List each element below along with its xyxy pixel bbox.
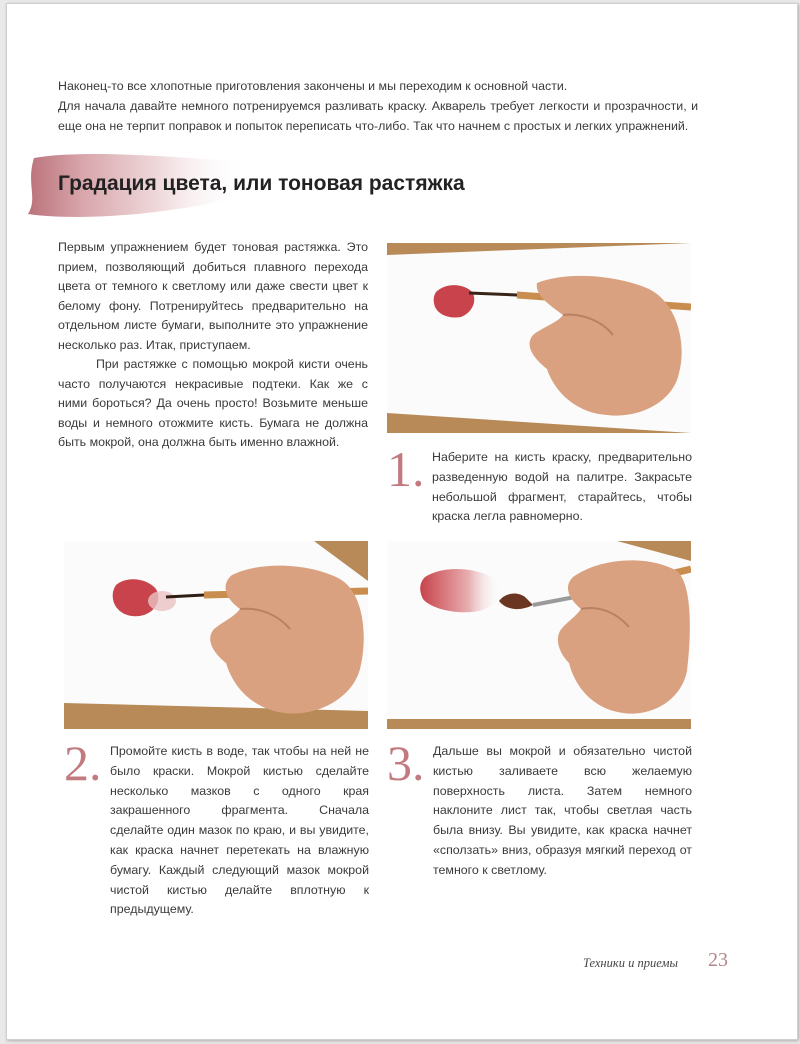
section-heading [20, 148, 580, 226]
step-3-number: 3. [387, 735, 425, 791]
intro-line-1: Наконец-то все хлопотные приготовления закончены и мы переходим к основной части. [58, 79, 568, 93]
body-text [58, 238, 368, 453]
step-2-text: Промойте кисть в воде, так чтобы на ней не было краски. Мокрой кистью сделайте несколько мазков с одного края закрашенного фрагмента. Сначала сделайте один мазок по краю, и вы увидите, как краска начнет перетекать на влажную бумагу. Каждый следующий мазок мокрой чистой кистью делайте вплотную к предыдущему. [110, 744, 369, 917]
photo-step-2 [64, 541, 368, 729]
page-number: 23 [708, 949, 728, 971]
step-3-text: Дальше вы мокрой и обязательно чистой кистью заливаете всю желаемую поверхность листа. Затем немного наклоните лист так, чтобы светлая часть была внизу. Вы увидите, как краска начнет «сползать» вниз, образуя мягкий переход от темного к светлому. [433, 744, 692, 877]
step-2 [64, 735, 369, 920]
body-paragraph-2: При растяжке с помощью мокрой кисти очень часто получаются некрасивые подтеки. Как же с ними бороться? Да очень просто! Возьмите меньше воды и немного отожмите кисть. Бумага не должна быть мокрой, она должна быть именно влажной. [58, 357, 368, 449]
intro-line-2: Для начала давайте немного потренируемся разливать краску. Акварель требует легкости и прозрачности, и еще она не терпит поправок и попыток переписать что-либо. Так что начнем с простых и легких упражнений. [58, 99, 698, 133]
photo-step-1 [387, 243, 691, 433]
body-paragraph-1: Первым упражнением будет тоновая растяжка. Это прием, позволяющий добиться плавного перехода цвета от темного к светлому или даже свести цвет к белому фону. Потренируйтесь предварительно на отдельном листе бумаги, выполните это упражнение несколько раз. Итак, приступаем. [58, 240, 368, 352]
section-title: Градация цвета, или тоновая растяжка [58, 172, 465, 195]
step-1-number: 1. [387, 441, 425, 497]
intro-text [58, 76, 698, 136]
step-2-number: 2. [64, 735, 102, 791]
footer-section-name: Техники и приемы [583, 956, 678, 970]
step-1-text: Наберите на кисть краску, предварительно разведенную водой на палитре. Закрасьте небольшой фрагмент, старайтесь, чтобы краска легла равномерно. [432, 450, 692, 524]
step-1 [387, 441, 692, 527]
step-3 [387, 735, 692, 881]
photo-step-3 [387, 541, 691, 729]
